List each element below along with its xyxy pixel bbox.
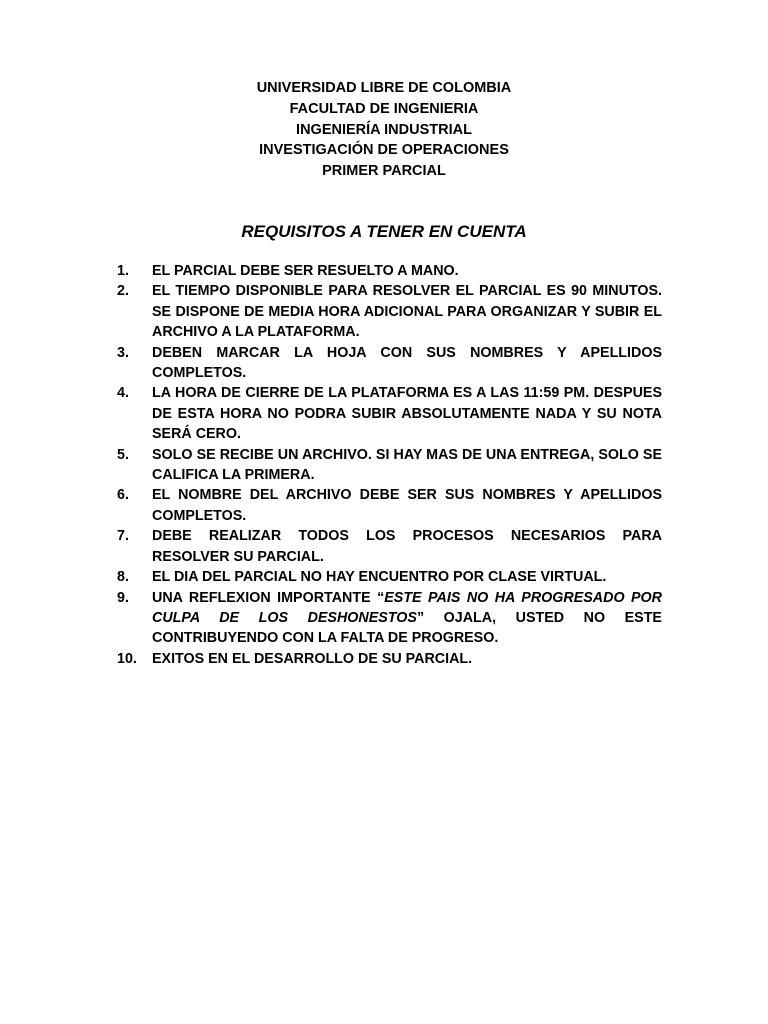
list-item-number: 8.	[117, 569, 129, 586]
list-item-number: 3.	[117, 344, 129, 361]
list-item-text: EXITOS EN EL DESARROLLO DE SU PARCIAL.	[152, 650, 473, 667]
list-item-text: SOLO SE RECIBE UN ARCHIVO. SI HAY MAS DE UNA ENTREGA, SOLO SE CALIFICA LA PRIMERA.	[152, 446, 662, 484]
reflection-closing: ” OJALA, USTED NO ESTE CONTRIBUYENDO CON LA FALTA DE PROGRESO.	[152, 609, 662, 647]
faculty-name: FACULTAD DE INGENIERIA	[289, 100, 479, 117]
list-item-text: EL DIA DEL PARCIAL NO HAY ENCUENTRO POR CLASE VIRTUAL.	[152, 569, 607, 586]
list-item-number: 6.	[117, 487, 129, 504]
list-item-text: EL PARCIAL DEBE SER RESUELTO A MANO.	[152, 263, 459, 279]
list-item-text	[152, 588, 662, 649]
list-item-text: LA HORA DE CIERRE DE LA PLATAFORMA ES A LAS 11:59 PM. DESPUES DE ESTA HORA NO PODRA SUBIR ABSOLUTAMENTE NADA Y SU NOTA SERÁ CERO.	[152, 385, 662, 443]
requirements-list	[117, 261, 662, 669]
section-title: REQUISITOS A TENER EN CUENTA	[241, 222, 527, 241]
list-item	[117, 261, 662, 281]
course-name: INVESTIGACIÓN DE OPERACIONES	[259, 142, 509, 159]
list-item	[117, 649, 662, 669]
list-item	[117, 445, 662, 486]
list-item-number: 5.	[117, 446, 129, 463]
list-item-text: DEBEN MARCAR LA HOJA CON SUS NOMBRES Y APELLIDOS COMPLETOS.	[152, 344, 662, 382]
reflection-quote: ESTE PAIS NO HA PROGRESADO POR CULPA DE LOS DESHONESTOS	[152, 589, 663, 626]
list-item-text: EL TIEMPO DISPONIBLE PARA RESOLVER EL PARCIAL ES 90 MINUTOS. SE DISPONE DE MEDIA HORA ADICIONAL PARA ORGANIZAR Y SUBIR EL ARCHIVO A LA PLATAFORMA.	[152, 283, 662, 341]
university-name: UNIVERSIDAD LIBRE DE COLOMBIA	[256, 80, 512, 96]
list-item	[117, 526, 662, 567]
list-item	[117, 343, 662, 384]
list-item-number: 10.	[117, 650, 137, 667]
list-item	[117, 281, 662, 342]
list-item-number: 7.	[117, 528, 129, 545]
reflection-intro: UNA REFLEXION IMPORTANTE “	[152, 589, 385, 606]
list-item-number: 1.	[117, 263, 129, 279]
list-item-text: EL NOMBRE DEL ARCHIVO DEBE SER SUS NOMBRES Y APELLIDOS COMPLETOS.	[152, 487, 662, 524]
list-item	[117, 588, 662, 649]
list-item	[117, 485, 662, 526]
list-item-number: 2.	[117, 283, 129, 300]
list-item-number: 4.	[117, 385, 129, 402]
exam-name: PRIMER PARCIAL	[322, 163, 446, 180]
list-item-number: 9.	[117, 589, 129, 606]
program-name: INGENIERÍA INDUSTRIAL	[296, 121, 472, 138]
list-item-text: DEBE REALIZAR TODOS LOS PROCESOS NECESARIOS PARA RESOLVER SU PARCIAL.	[152, 528, 662, 565]
list-item	[117, 383, 662, 444]
list-item	[117, 567, 662, 587]
document-header	[0, 78, 768, 182]
